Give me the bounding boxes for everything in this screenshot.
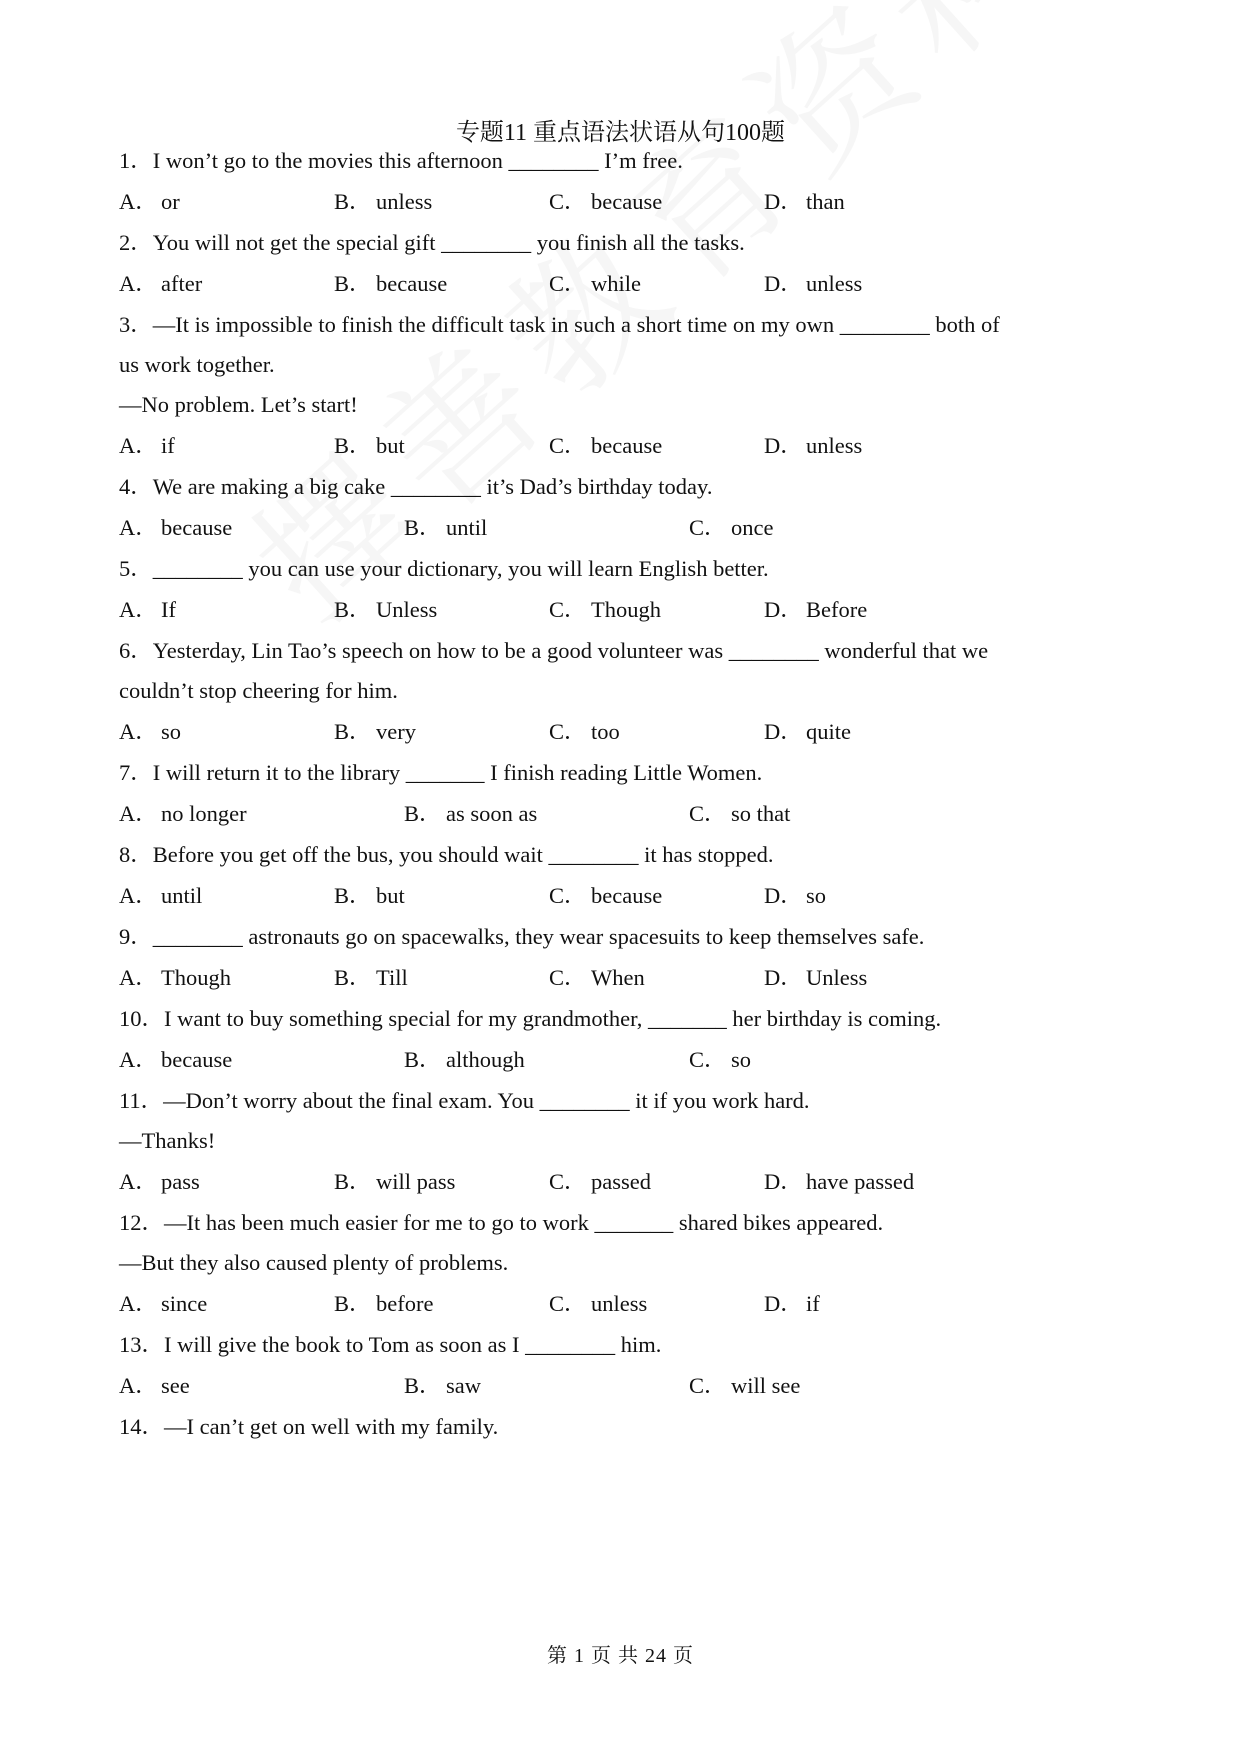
option-c [549, 1167, 651, 1197]
option-text: or [161, 189, 180, 214]
option-a [119, 513, 232, 543]
option-d [764, 1167, 914, 1197]
option-c [549, 881, 662, 911]
option-letter: D． [764, 189, 803, 214]
option-b [404, 799, 537, 829]
option-letter: C． [549, 189, 587, 214]
option-text: saw [446, 1373, 481, 1398]
option-letter: A． [119, 965, 158, 990]
option-text: but [376, 883, 405, 908]
option-a [119, 1371, 190, 1401]
option-text: unless [806, 271, 863, 296]
question-line: —But they also caused plenty of problems. [119, 1250, 509, 1275]
option-letter: A． [119, 597, 158, 622]
option-letter: A． [119, 883, 158, 908]
option-letter: D． [764, 1291, 803, 1316]
option-d [764, 269, 862, 299]
option-text: because [161, 1047, 233, 1072]
option-letter: C． [549, 271, 587, 296]
option-a [119, 1045, 232, 1075]
option-b [334, 963, 408, 993]
option-letter: B． [404, 801, 442, 826]
option-text: quite [806, 719, 851, 744]
question-stem: 1．I won’t go to the movies this afternoon ________ I’m free. [119, 148, 683, 173]
option-letter: B． [334, 189, 372, 214]
option-letter: C． [689, 515, 727, 540]
option-text: as soon as [446, 801, 538, 826]
option-letter: D． [764, 597, 803, 622]
option-a [119, 717, 181, 747]
option-b [334, 269, 447, 299]
option-letter: B． [334, 1169, 372, 1194]
option-a [119, 431, 175, 461]
option-letter: D． [764, 719, 803, 744]
option-letter: B． [334, 1291, 372, 1316]
option-letter: C． [549, 433, 587, 458]
option-letter: A． [119, 719, 158, 744]
option-text: because [591, 883, 663, 908]
option-a [119, 1167, 200, 1197]
option-letter: C． [549, 965, 587, 990]
option-text: because [376, 271, 448, 296]
option-text: passed [591, 1169, 651, 1194]
option-text: but [376, 433, 405, 458]
option-letter: D． [764, 271, 803, 296]
option-a [119, 1289, 207, 1319]
option-text: Though [161, 965, 231, 990]
option-text: while [591, 271, 641, 296]
option-text: because [591, 189, 663, 214]
option-b [334, 595, 437, 625]
option-d [764, 431, 862, 461]
option-text: Unless [806, 965, 868, 990]
question-line: —Thanks! [119, 1128, 216, 1153]
page-title: 专题11 重点语法状语从句100题 [455, 120, 786, 146]
option-c [549, 269, 641, 299]
option-letter: A． [119, 1047, 158, 1072]
question-stem: 6．Yesterday, Lin Tao’s speech on how to be a good volunteer was ________ wonderful that we [119, 638, 989, 663]
option-d [764, 963, 867, 993]
option-text: too [591, 719, 620, 744]
question-stem: 7．I will return it to the library _______ I finish reading Little Women. [119, 760, 763, 785]
option-text: before [376, 1291, 434, 1316]
option-b [334, 431, 405, 461]
option-letter: B． [334, 719, 372, 744]
option-text: although [446, 1047, 525, 1072]
option-letter: D． [764, 433, 803, 458]
option-b [334, 717, 416, 747]
option-c [549, 595, 661, 625]
option-letter: C． [549, 1291, 587, 1316]
option-letter: C． [689, 1373, 727, 1398]
option-letter: D． [764, 1169, 803, 1194]
option-letter: A． [119, 1169, 158, 1194]
question-line: —No problem. Let’s start! [119, 392, 358, 417]
option-text: no longer [161, 801, 247, 826]
option-text: than [806, 189, 845, 214]
option-c [689, 513, 773, 543]
option-text: since [161, 1291, 208, 1316]
option-letter: B． [334, 597, 372, 622]
page-footer: 第 1 页 共 24 页 [547, 1645, 694, 1667]
option-text: Before [806, 597, 868, 622]
option-d [764, 881, 826, 911]
question-stem: 9．________ astronauts go on spacewalks, they wear spacesuits to keep themselves safe. [119, 924, 925, 949]
option-letter: B． [404, 1373, 442, 1398]
option-text: so that [731, 801, 791, 826]
option-b [404, 513, 487, 543]
option-text: because [161, 515, 233, 540]
option-a [119, 187, 180, 217]
option-letter: C． [689, 801, 727, 826]
option-letter: A． [119, 515, 158, 540]
option-letter: C． [549, 719, 587, 744]
option-letter: C． [549, 597, 587, 622]
question-stem: 11．—Don’t worry about the final exam. You ________ it if you work hard. [119, 1088, 810, 1113]
option-letter: C． [549, 1169, 587, 1194]
option-text: because [591, 433, 663, 458]
option-text: after [161, 271, 203, 296]
option-b [334, 1167, 455, 1197]
option-a [119, 963, 231, 993]
option-c [549, 1289, 647, 1319]
option-d [764, 595, 867, 625]
question-stem: 4．We are making a big cake ________ it’s Dad’s birthday today. [119, 474, 713, 499]
option-text: have passed [806, 1169, 915, 1194]
question-line: us work together. [119, 352, 275, 377]
question-stem: 13．I will give the book to Tom as soon as I ________ him. [119, 1332, 662, 1357]
option-c [689, 1045, 751, 1075]
option-text: if [806, 1291, 820, 1316]
option-letter: D． [764, 965, 803, 990]
option-letter: B． [404, 1047, 442, 1072]
option-text: Unless [376, 597, 438, 622]
option-text: unless [376, 189, 433, 214]
option-text: Though [591, 597, 661, 622]
option-letter: A． [119, 433, 158, 458]
option-b [334, 881, 405, 911]
option-text: once [731, 515, 774, 540]
option-letter: A． [119, 189, 158, 214]
option-c [549, 431, 662, 461]
option-text: pass [161, 1169, 200, 1194]
option-letter: B． [334, 965, 372, 990]
question-stem: 8．Before you get off the bus, you should wait ________ it has stopped. [119, 842, 774, 867]
option-letter: C． [549, 883, 587, 908]
question-stem: 14．—I can’t get on well with my family. [119, 1414, 499, 1439]
option-text: so [731, 1047, 752, 1072]
option-a [119, 595, 176, 625]
option-letter: B． [334, 271, 372, 296]
question-stem: 2．You will not get the special gift ________ you finish all the tasks. [119, 230, 745, 255]
option-c [689, 799, 790, 829]
option-text: If [161, 597, 176, 622]
option-text: until [161, 883, 203, 908]
option-letter: A． [119, 801, 158, 826]
option-text: Till [376, 965, 408, 990]
option-letter: A． [119, 1291, 158, 1316]
option-c [689, 1371, 800, 1401]
question-stem: 10．I want to buy something special for my grandmother, _______ her birthday is coming. [119, 1006, 942, 1031]
option-a [119, 269, 202, 299]
option-text: until [446, 515, 488, 540]
option-text: see [161, 1373, 190, 1398]
option-text: will see [731, 1373, 801, 1398]
option-text: so [161, 719, 182, 744]
question-stem: 5．________ you can use your dictionary, you will learn English better. [119, 556, 769, 581]
question-stem: 3．—It is impossible to finish the difficult task in such a short time on my own ________ both of [119, 312, 1000, 337]
option-d [764, 717, 851, 747]
option-letter: B． [334, 433, 372, 458]
option-a [119, 881, 202, 911]
option-b [334, 187, 432, 217]
option-letter: D． [764, 883, 803, 908]
option-text: unless [591, 1291, 648, 1316]
option-d [764, 187, 845, 217]
question-line: couldn’t stop cheering for him. [119, 678, 398, 703]
option-b [334, 1289, 433, 1319]
option-text: so [806, 883, 827, 908]
option-c [549, 187, 662, 217]
option-text: if [161, 433, 175, 458]
option-text: will pass [376, 1169, 456, 1194]
option-c [549, 717, 620, 747]
option-a [119, 799, 247, 829]
option-letter: B． [334, 883, 372, 908]
option-letter: A． [119, 271, 158, 296]
option-c [549, 963, 645, 993]
option-letter: C． [689, 1047, 727, 1072]
option-letter: A． [119, 1373, 158, 1398]
option-b [404, 1371, 481, 1401]
option-b [404, 1045, 525, 1075]
option-text: very [376, 719, 416, 744]
question-stem: 12．—It has been much easier for me to go to work _______ shared bikes appeared. [119, 1210, 884, 1235]
option-letter: B． [404, 515, 442, 540]
option-text: When [591, 965, 645, 990]
option-text: unless [806, 433, 863, 458]
option-d [764, 1289, 820, 1319]
